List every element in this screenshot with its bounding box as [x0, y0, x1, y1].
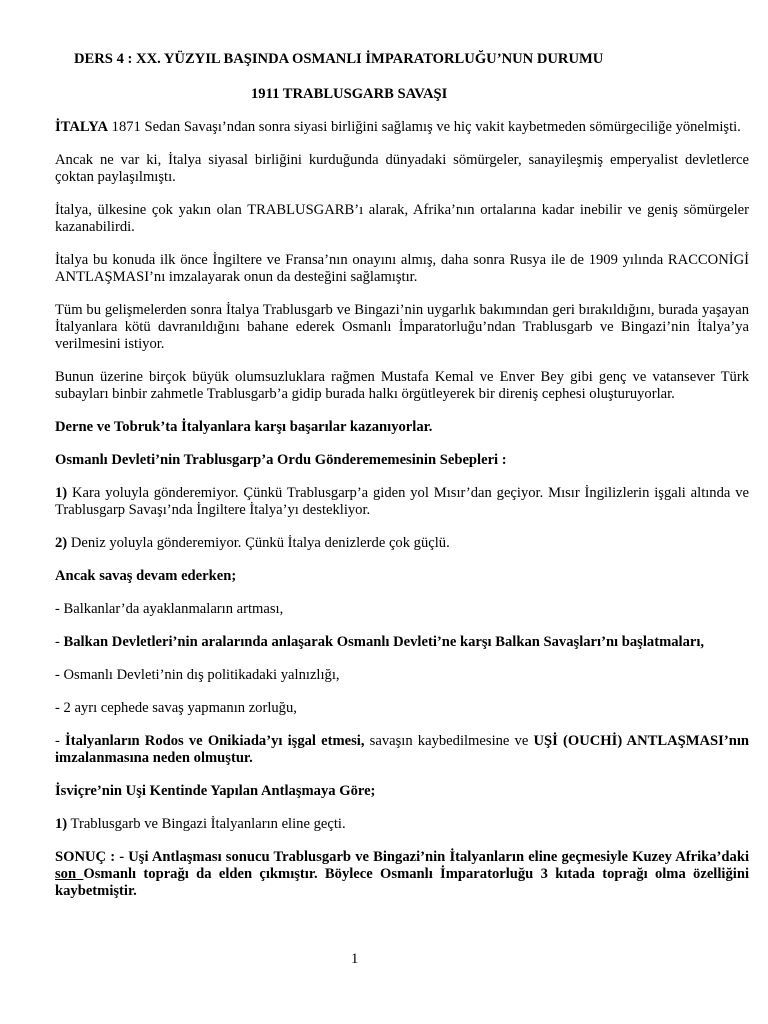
italy-intro-text: 1871 Sedan Savaşı’ndan sonra siyasi birliğini sağlamış ve hiç vakit kaybetmeden sömürgeciliğe yönelmişti. — [108, 119, 741, 135]
term-item-1 — [55, 816, 749, 833]
page-number: 1 — [351, 951, 359, 967]
reason-item-2 — [55, 535, 749, 552]
term-number: 1) — [55, 816, 68, 832]
italy-label: İTALYA — [55, 119, 109, 135]
paragraph-racconigi: İtalya bu konuda ilk önce İngiltere ve Fransa’nın onayını almış, daha sonra Rusya ile de 1909 yılında RACCONİGİ ANTLAŞMASI’nı imzalayarak onun da desteğini sağlamıştır. — [55, 252, 749, 285]
list-dash: - — [55, 733, 66, 749]
list-item-isolation: - Osmanlı Devleti’nin dış politikadaki yalnızlığı, — [55, 667, 340, 683]
heading-reasons: Osmanlı Devleti’nin Trablusgarp’a Ordu Gönderememesinin Sebepleri : — [55, 452, 507, 468]
rhodes-middle-text: savaşın kaybedilmesine ve — [364, 733, 534, 749]
reason-number: 2) — [55, 535, 68, 551]
reason-text: Kara yoluyla gönderemiyor. Çünkü Trablusgarp’a giden yol Mısır’dan geçiyor. Mısır İngilizlerin işgali altında ve Trablusgarp Savaşı’nda İngiltere İtalya’yı destekliyor. — [55, 485, 749, 518]
list-item-balkan-wars — [55, 634, 749, 651]
paragraph-resistance: Bunun üzerine birçok büyük olumsuzluklara rağmen Mustafa Kemal ve Enver Bey gibi genç ve vatansever Türk subayları binbir zahmetle Trablusgarb’a gidip burada halkı örgütleyerek bir direniş cephesi oluşturuyorlar. — [55, 369, 749, 402]
document-body — [55, 119, 749, 916]
heading-while-war: Ancak savaş devam ederken; — [55, 568, 237, 584]
paragraph-conclusion — [55, 849, 749, 900]
section-title: 1911 TRABLUSGARB SAVAŞI — [251, 86, 448, 102]
paragraph-tripoli-goal: İtalya, ülkesine çok yakın olan TRABLUSGARB’ı alarak, Afrika’nın ortalarına kadar inebilir ve geniş sömürgeler kazanabilirdi. — [55, 202, 749, 235]
reason-number: 1) — [55, 485, 68, 501]
conclusion-underlined: son — [55, 866, 84, 882]
paragraph-italy-intro — [55, 119, 749, 136]
paragraph-pretext: Tüm bu gelişmelerden sonra İtalya Trablusgarb ve Bingazi’nin uygarlık bakımından geri bırakıldığını, burada yaşayan İtalyanlara kötü davranıldığını bahane ederek Osmanlı İmparatorluğu’ndan Trablusgarb ve Bingazi’nin İtalya’ya verilmesini istiyor. — [55, 302, 749, 352]
balkan-wars-text: Balkan Devletleri’nin aralarında anlaşarak Osmanlı Devleti’ne karşı Balkan Savaşları’nı başlatmaları, — [63, 634, 705, 650]
term-text: Trablusgarb ve Bingazi İtalyanların eline geçti. — [67, 816, 346, 832]
list-item-balkan-uprisings: - Balkanlar’da ayaklanmaların artması, — [55, 601, 284, 617]
list-item-rhodes — [55, 733, 749, 767]
ouchy-treaty-text: UŞİ (OUCHİ) ANTLAŞMASI’nın imzalanmasına neden olmuştur. — [55, 733, 749, 766]
list-item-two-fronts: - 2 ayrı cephede savaş yapmanın zorluğu, — [55, 700, 297, 716]
rhodes-text: İtalyanların Rodos ve Onikiada’yı işgal etmesi, — [65, 733, 365, 749]
reason-text: Deniz yoluyla gönderemiyor. Çünkü İtalya denizlerde çok güçlü. — [67, 535, 450, 551]
conclusion-text-b: Osmanlı toprağı da elden çıkmıştır. Böylece Osmanlı İmparatorluğu 3 kıtada toprağı olma özelliğini kaybetmiştir. — [55, 866, 749, 899]
paragraph-colonies: Ancak ne var ki, İtalya siyasal birliğini kurduğunda dünyadaki sömürgeler, sanayileşmiş emperyalist devletlerce çoktan paylaşılmıştı. — [55, 152, 749, 185]
conclusion-text-a: SONUÇ : - Uşi Antlaşması sonucu Trablusgarb ve Bingazi’nin İtalyanların eline geçmesiyle Kuzey Afrika’daki — [55, 849, 749, 865]
paragraph-derne-tobruk: Derne ve Tobruk’ta İtalyanlara karşı başarılar kazanıyorlar. — [55, 419, 433, 435]
lesson-title: DERS 4 : XX. YÜZYIL BAŞINDA OSMANLI İMPARATORLUĞU’NUN DURUMU — [74, 51, 604, 67]
reason-item-1 — [55, 485, 749, 519]
list-dash: - — [55, 634, 64, 650]
heading-ouchy-terms: İsviçre’nin Uşi Kentinde Yapılan Antlaşmaya Göre; — [55, 783, 376, 799]
